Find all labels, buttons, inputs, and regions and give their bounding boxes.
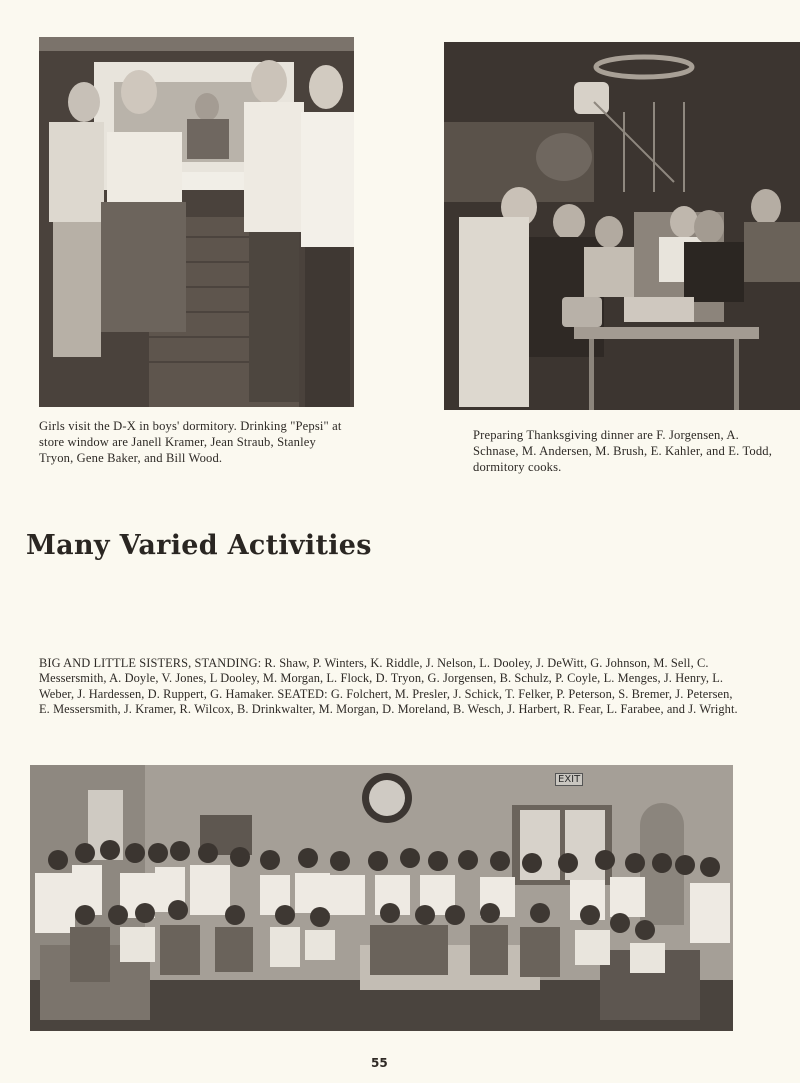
photo-group-image [30, 765, 733, 1031]
photo-big-little-sisters-group [30, 765, 733, 1031]
exit-sign: EXIT [555, 773, 583, 786]
page-number: 55 [371, 1056, 388, 1070]
caption-big-little-sisters: BIG AND LITTLE SISTERS, STANDING: R. Shaw, P. Winters, K. Riddle, J. Nelson, L. Dooley, J. DeWitt, G. Johnson, M. Sell, C. Messersmith, A. Doyle, V. Jones, L Dooley, M. Morgan, L. Flock, D. Tryon, G. Jorgensen, B. Schulz, P. Coyle, L. Menges, J. Henry, L. Weber, J. Hardessen, D. Ruppert, G. Hamaker. SEATED: G. Folchert, M. Presler, J. Schick, T. Felker, P. Peterson, S. Bremer, J. Petersen, E. Messersmith, J. Kramer, R. Wilcox, B. Drinkwalter, M. Morgan, D. Moreland, B. Wesch, J. Harbert, R. Fear, L. Farabee, and J. Wright. [39, 656, 738, 717]
photo-kitchen-thanksgiving [444, 42, 800, 410]
photo-dx-image [39, 37, 354, 407]
photo-kitchen-image [444, 42, 800, 410]
photo-dx-store-window [39, 37, 354, 407]
caption-kitchen-thanksgiving: Preparing Thanksgiving dinner are F. Jorgensen, A. Schnase, M. Andersen, M. Brush, E. Kahler, and E. Todd, dormitory cooks. [473, 428, 773, 474]
caption-dx-store-window: Girls visit the D-X in boys' dormitory. Drinking "Pepsi" at store window are Janell Kramer, Jean Straub, Stanley Tryon, Gene Baker, and Bill Wood. [39, 419, 342, 465]
page-heading: Many Varied Activities [26, 530, 372, 561]
